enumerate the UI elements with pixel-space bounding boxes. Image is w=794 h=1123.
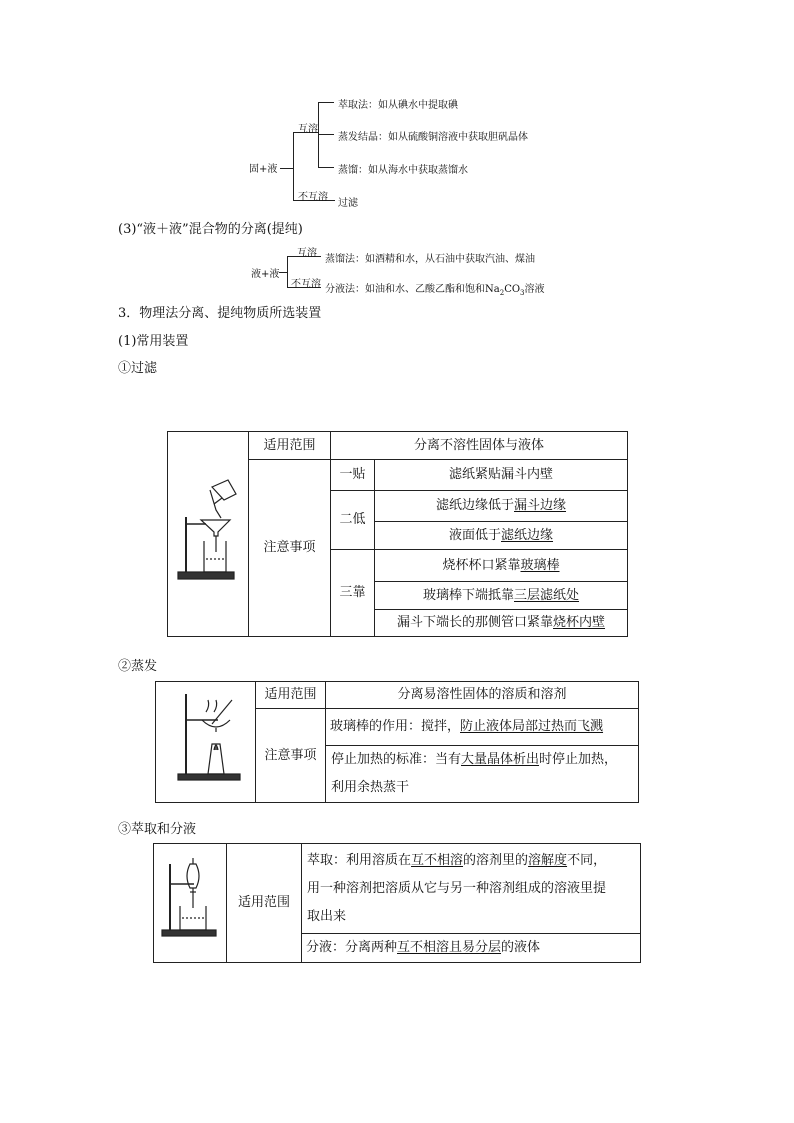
evaporation-heading: ②蒸发: [118, 659, 158, 674]
tree1-root: 固+液: [249, 164, 278, 175]
section-liquid-liquid-heading: (3)“液＋液”混合物的分离(提纯): [118, 222, 303, 237]
filtration-scope-label: 适用范围: [249, 432, 331, 460]
tree1-branch-insoluble: 不互溶: [298, 192, 328, 203]
tree1-branch-soluble: 互溶: [298, 124, 318, 135]
extraction-apparatus-icon: [154, 844, 226, 952]
filtration-san-kao-2: 玻璃棒下端抵靠三层滤纸处: [375, 582, 628, 610]
tree1-method-evaporation: 蒸发结晶：如从硫酸铜溶液中获取胆矾晶体: [338, 132, 528, 143]
filtration-er-di-2: 液面低于滤纸边缘: [375, 522, 628, 550]
evaporation-scope-label: 适用范围: [256, 682, 326, 709]
evaporation-table: [155, 681, 639, 803]
evaporation-note-2: 停止加热的标准：当有大量晶体析出时停止加热， 利用余热蒸干: [326, 746, 639, 803]
filtration-er-di: 二低: [331, 490, 375, 550]
evaporation-note-1: 玻璃棒的作用：搅拌，防止液体局部过热而飞溅: [326, 709, 639, 746]
filtration-notes-label: 注意事项: [249, 460, 331, 637]
evaporation-apparatus-image: [156, 682, 256, 803]
extraction-table: [153, 843, 641, 963]
filtration-san-kao: 三靠: [331, 550, 375, 637]
filtration-yi-tie-text: 滤纸紧贴漏斗内壁: [375, 460, 628, 491]
tree1-method-filter: 过滤: [338, 198, 358, 209]
tree2-branch-soluble: 互溶: [297, 248, 317, 259]
filtration-scope-value: 分离不溶性固体与液体: [331, 432, 628, 460]
filtration-apparatus-icon: [168, 432, 248, 626]
filtration-yi-tie: 一贴: [331, 460, 375, 491]
filtration-er-di-1: 滤纸边缘低于漏斗边缘: [375, 490, 628, 522]
extraction-heading: ③萃取和分液: [118, 822, 197, 837]
evaporation-apparatus-icon: [156, 682, 256, 792]
tree2-branch-insoluble: 不互溶: [291, 279, 321, 290]
filtration-san-kao-3: 漏斗下端长的那侧管口紧靠烧杯内壁: [375, 610, 628, 637]
tree2-root: 液+液: [251, 269, 280, 280]
extraction-extract-text: 萃取：利用溶质在互不相溶的溶剂里的溶解度不同， 用一种溶剂把溶质从它与另一种溶剂组成的溶液里提 取出来: [302, 844, 641, 934]
tree2-method-separation: 分液法：如油和水、乙酸乙酯和饱和$Na_2CO_3$溶液: [325, 284, 545, 297]
filtration-apparatus-image: [168, 432, 249, 637]
filtration-san-kao-1: 烧杯杯口紧靠玻璃棒: [375, 550, 628, 582]
extraction-separate-text: 分液：分离两种互不相溶且易分层的液体: [302, 934, 641, 963]
tree1-method-extraction: 萃取法：如从碘水中提取碘: [338, 100, 458, 111]
filtration-heading: ①过滤: [118, 361, 158, 376]
tree1-method-distillation: 蒸馏：如从海水中获取蒸馏水: [338, 165, 468, 176]
main-heading: 3．物理法分离、提纯物质所选装置: [118, 306, 322, 321]
sub-heading-common-apparatus: (1)常用装置: [118, 334, 189, 349]
filtration-table: [167, 431, 628, 637]
extraction-scope-label: 适用范围: [227, 844, 302, 963]
evaporation-notes-label: 注意事项: [256, 709, 326, 803]
evaporation-scope-value: 分离易溶性固体的溶质和溶剂: [326, 682, 639, 709]
extraction-apparatus-image: [154, 844, 227, 963]
tree2-method-distillation: 蒸馏法：如酒精和水，从石油中获取汽油、煤油: [325, 254, 535, 265]
